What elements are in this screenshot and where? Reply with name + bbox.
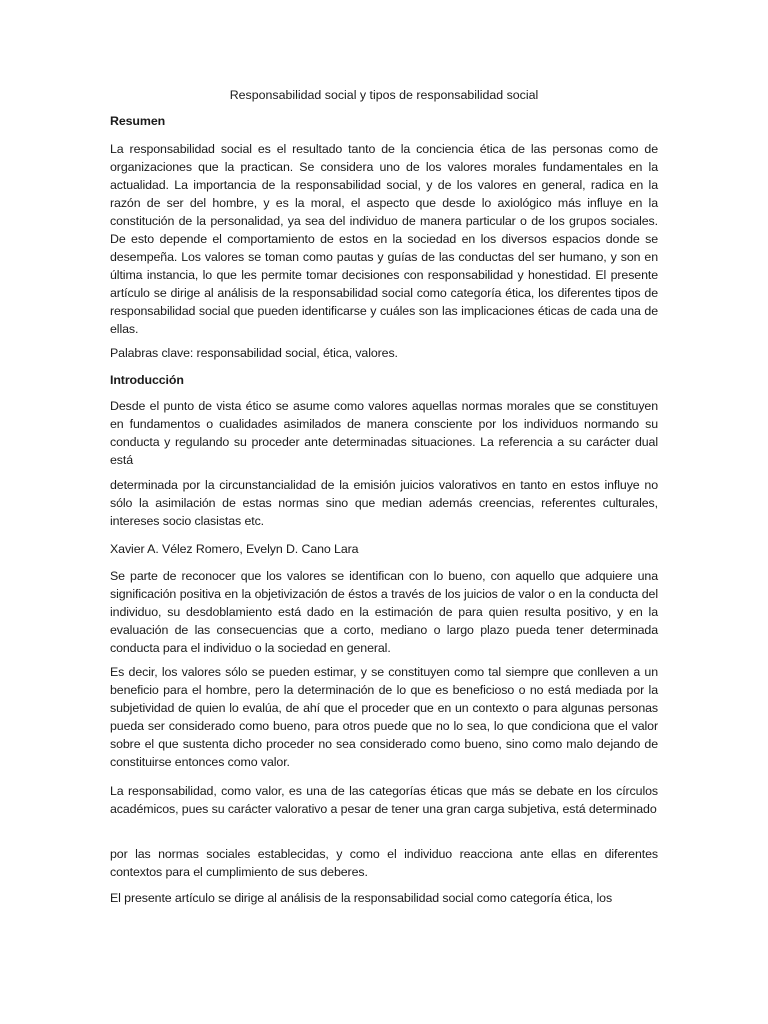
authors-line: Xavier A. Vélez Romero, Evelyn D. Cano Lara — [110, 542, 359, 556]
body-paragraph-3: La responsabilidad, como valor, es una de las categorías éticas que más se debate en los círculos académicos, pues su carácter valorativo a pesar de tener una gran carga subjetiva, está determinado — [110, 784, 658, 816]
intro-paragraph-2: determinada por la circunstancialidad de la emisión juicios valorativos en tanto en estos influye no sólo la asimilación de estas normas sino que median además creencias, referentes culturales, intereses socio clasistas etc. — [110, 478, 658, 528]
body-paragraph-5: El presente artículo se dirige al análisis de la responsabilidad social como categoría ética, los — [110, 891, 613, 905]
resumen-heading: Resumen — [110, 114, 166, 128]
document-title: Responsabilidad social y tipos de responsabilidad social — [229, 88, 539, 102]
intro-paragraph-1: Desde el punto de vista ético se asume como valores aquellas normas morales que se constituyen en fundamentos o cualidades asimilados de manera consciente por los individuos normando su conducta y regulando su proceder ante determinadas situaciones. La referencia a su carácter dual está — [110, 399, 658, 467]
body-paragraph-1: Se parte de reconocer que los valores se identifican con lo bueno, con aquello que adquiere una significación positiva en la objetivización de éstos a través de los juicios de valor o en la conducta del individuo, su desdoblamiento está dado en la estimación de para quien resulta positivo, y en la evaluación de las consecuencias que a corto, mediano o largo plazo pueda tener determinada conducta para el individuo o la sociedad en general. — [110, 569, 658, 655]
resumen-paragraph: La responsabilidad social es el resultado tanto de la conciencia ética de las personas como de organizaciones que la practican. Se considera uno de los valores morales fundamentales en la actualidad. La importancia de la responsabilidad social, y de los valores en general, radica en la razón de ser del hombre, y es la moral, el aspecto que desde lo axiológico más influye en la constitución de la personalidad, ya sea del individuo de manera particular o de los grupos sociales. De esto depende el comportamiento de estos en la sociedad en los diversos espacios donde se desempeña. Los valores se toman como pautas y guías de las conductas del ser humano, y son en última instancia, lo que les permite tomar decisiones con responsabilidad y honestidad. El presente artículo se dirige al análisis de la responsabilidad social como categoría ética, los diferentes tipos de responsabilidad social que pueden identificarse y cuáles son las implicaciones éticas de cada una de ellas. — [110, 142, 658, 336]
introduccion-heading: Introducción — [110, 373, 184, 387]
body-paragraph-2: Es decir, los valores sólo se pueden estimar, y se constituyen como tal siempre que conlleven a un beneficio para el hombre, pero la determinación de lo que es beneficioso o no está mediada por la subjetividad de quien lo evalúa, de ahí que el proceder que en un contexto o para algunas personas pueda ser considerado como bueno, para otros puede que no lo sea, lo que condiciona que el valor sobre el que sustenta dicho proceder no sea considerado como bueno, sino como malo dejando de constituirse entonces como valor. — [110, 665, 658, 769]
body-paragraph-4: por las normas sociales establecidas, y como el individuo reacciona ante ellas en diferentes contextos para el cumplimiento de sus deberes. — [110, 847, 658, 879]
keywords-line: Palabras clave: responsabilidad social, ética, valores. — [110, 346, 398, 360]
